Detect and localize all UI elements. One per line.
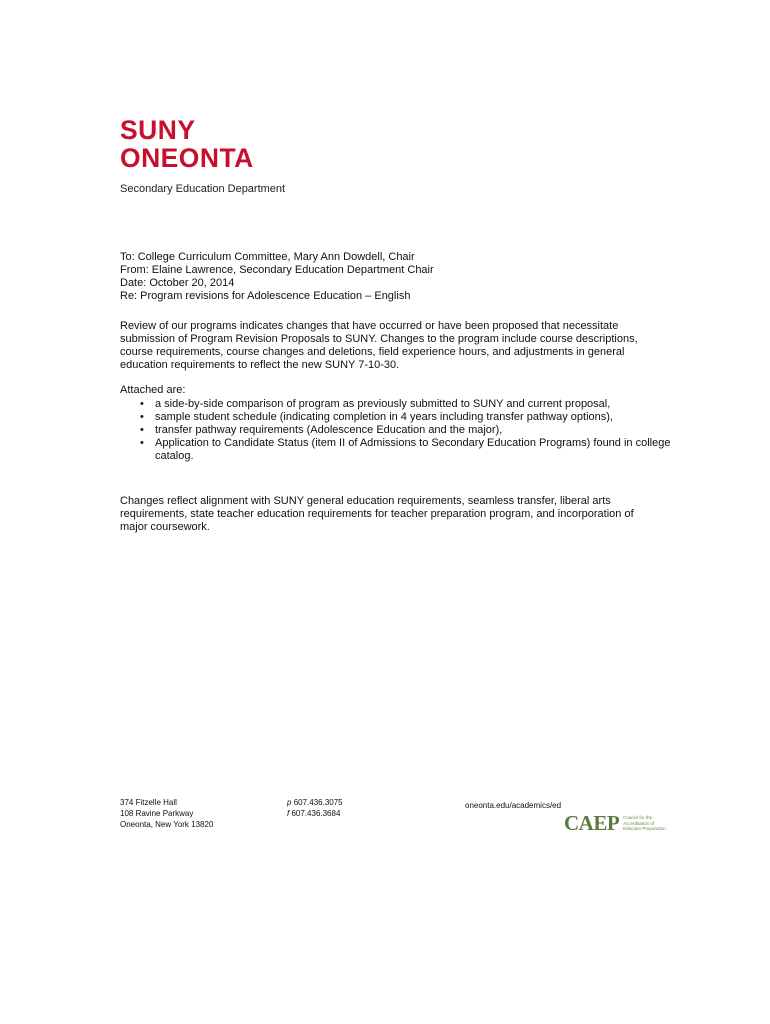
logo-line-suny: SUNY bbox=[120, 115, 196, 145]
footer-contact bbox=[287, 797, 343, 819]
list-item: • sample student schedule (indicating completion in 4 years including transfer pathway options), bbox=[120, 411, 680, 424]
list-item: • Application to Candidate Status (item II of Admissions to Secondary Education Programs) found in college catalog. bbox=[120, 437, 680, 463]
footer-address bbox=[120, 797, 213, 830]
address-line: 374 Fitzelle Hall bbox=[120, 798, 177, 807]
footer-website: oneonta.edu/academics/ed bbox=[465, 801, 562, 810]
suny-oneonta-logo bbox=[120, 116, 254, 172]
caep-wordmark: CAEP bbox=[564, 811, 620, 835]
caep-logo bbox=[564, 811, 673, 836]
memo-header bbox=[120, 251, 434, 303]
memo-re: Re: Program revisions for Adolescence Education – English bbox=[120, 290, 411, 302]
list-item: • a side-by-side comparison of program as previously submitted to SUNY and current proposal, bbox=[120, 398, 680, 411]
address-line: Oneonta, New York 13820 bbox=[120, 820, 214, 829]
body-paragraph-2: Changes reflect alignment with SUNY general education requirements, seamless transfer, liberal arts requirements, state teacher education requirements for teacher preparation program, and incorporation of major coursework. bbox=[120, 495, 634, 533]
fax-prefix: f bbox=[287, 809, 290, 818]
memo-to: To: College Curriculum Committee, Mary Ann Dowdell, Chair bbox=[120, 251, 415, 263]
logo-line-oneonta: ONEONTA bbox=[120, 143, 254, 173]
caep-tagline: Council for the Accreditation of Educator Preparation bbox=[623, 815, 666, 832]
department-name: Secondary Education Department bbox=[120, 183, 286, 195]
fax-line bbox=[287, 808, 343, 819]
body-paragraph-1: Review of our programs indicates changes that have occurred or have been proposed that necessitate submission of Program Revision Proposals to SUNY. Changes to the program include course descriptions, course requirements, course changes and deletions, field experience hours, and adjustments in general education requirements to reflect the new SUNY 7-10-30. bbox=[120, 320, 638, 371]
address-line: 108 Ravine Parkway bbox=[120, 809, 194, 818]
list-item: • transfer pathway requirements (Adolescence Education and the major), bbox=[120, 424, 680, 437]
fax-number: 607.436.3684 bbox=[291, 809, 341, 818]
phone-number: 607.436.3075 bbox=[293, 798, 343, 807]
memo-date: Date: October 20, 2014 bbox=[120, 277, 235, 289]
memo-from: From: Elaine Lawrence, Secondary Education Department Chair bbox=[120, 264, 434, 276]
phone-prefix: p bbox=[287, 798, 292, 807]
phone-line bbox=[287, 797, 343, 808]
attached-label: Attached are: bbox=[120, 384, 186, 396]
attachment-list bbox=[120, 398, 680, 463]
